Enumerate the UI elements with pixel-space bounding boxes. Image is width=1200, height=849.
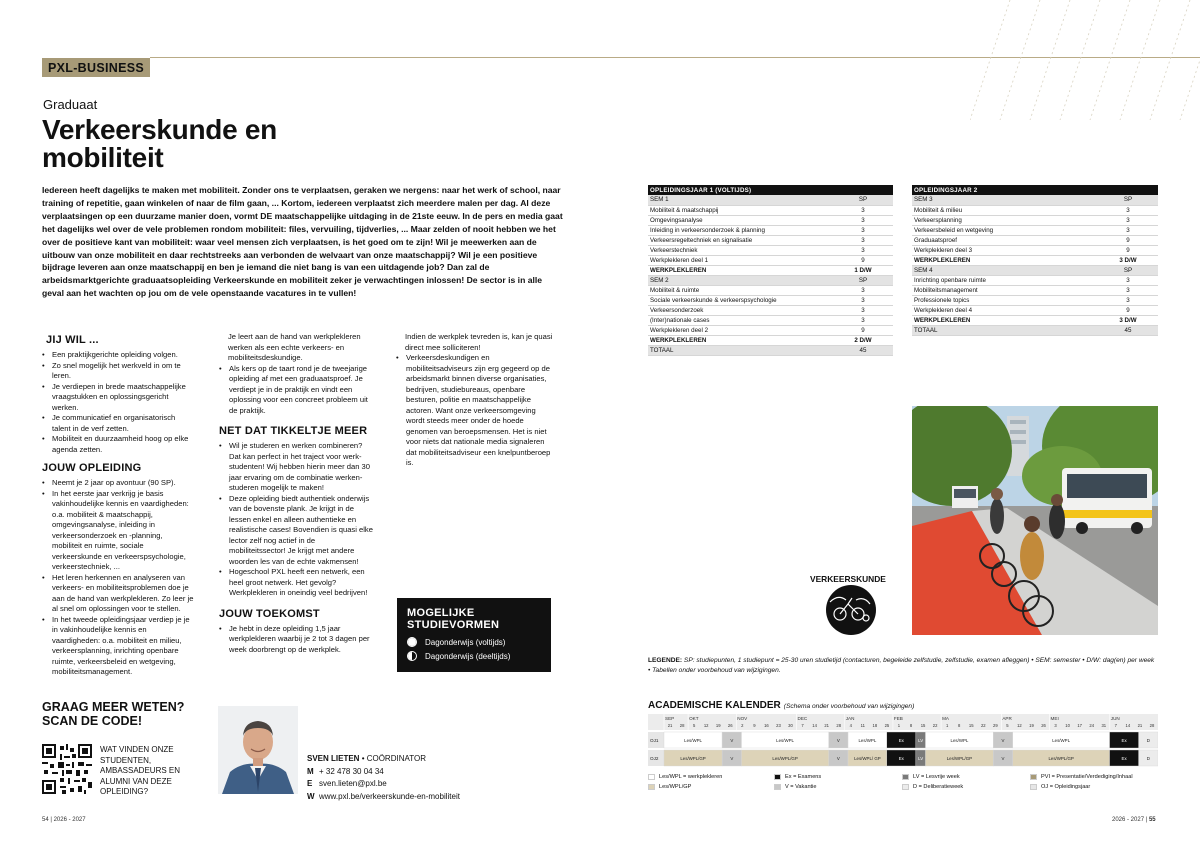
course-credits: 3 xyxy=(833,245,893,255)
course-name: Werkplekleren deel 3 xyxy=(912,245,1098,255)
calendar-key-swatch xyxy=(902,774,909,780)
calendar-cell-label: D xyxy=(1146,738,1150,743)
column-2 xyxy=(219,332,373,655)
course-credits: SP xyxy=(833,195,893,205)
calendar-month: MA xyxy=(942,716,950,721)
course-row xyxy=(648,315,893,325)
course-row xyxy=(648,305,893,315)
calendar-key-label: D = Deliberatieweek xyxy=(913,784,964,790)
page-title: Verkeerskunde en mobiliteit xyxy=(42,114,277,173)
calendar-week: 15 xyxy=(920,723,926,728)
contact-website[interactable]: www.pxl.be/verkeerskunde-en-mobiliteit xyxy=(319,791,460,801)
contact-block xyxy=(307,753,547,803)
calendar-week: 11 xyxy=(860,723,865,728)
studievorm-deeltijds xyxy=(407,651,541,661)
calendar-key-item xyxy=(902,784,963,790)
heading-jouw-toekomst: JOUW TOEKOMST xyxy=(219,607,320,620)
course-credits: 3 xyxy=(1098,225,1158,235)
calendar-row-label: OJ1 xyxy=(650,738,659,743)
heading-jij-wil: JIJ WIL ... xyxy=(46,334,99,346)
calendar-cell-label: Les/WPL xyxy=(684,738,702,743)
footer-year: 2026 - 2027 | xyxy=(1112,817,1148,823)
calendar-key-label: V = Vakantie xyxy=(785,784,817,790)
course-name: Werkplekleren deel 1 xyxy=(648,255,833,265)
list-item: • Wil je studeren en werken combineren? Dat kan perfect in het traject voor werk-studenten! Wij hebben hierin meer dan 30 jaar ervaring om de combinatie werken-studeren mogelijk te maken! xyxy=(219,441,373,494)
calendar-week: 1 xyxy=(945,723,949,728)
table-title: OPLEIDINGSJAAR 1 (VOLTIJDS) xyxy=(648,185,893,195)
course-name: Verkeersregeltechniek en signalisatie xyxy=(648,235,833,245)
calendar-key-swatch xyxy=(774,774,781,780)
table-legend xyxy=(648,656,1158,675)
course-credits: SP xyxy=(833,275,893,285)
calendar-cell-label: Ex xyxy=(1121,738,1127,743)
course-name: Mobiliteitsmanagement xyxy=(912,285,1098,295)
table-title: OPLEIDINGSJAAR 2 xyxy=(912,185,1158,195)
calendar-week: 22 xyxy=(932,723,938,728)
course-name: Mobiliteit & ruimte xyxy=(648,285,833,295)
calendar-key-item xyxy=(902,774,960,780)
course-row xyxy=(648,325,893,335)
course-row xyxy=(648,225,893,235)
calendar-cell-label: Les/WPL/ GP xyxy=(854,756,881,761)
half-circle-icon xyxy=(407,651,417,661)
course-credits: SP xyxy=(1098,195,1158,205)
calendar-cell-label: V xyxy=(1001,738,1005,743)
footer-right xyxy=(1112,817,1156,823)
course-credits: 3 xyxy=(833,225,893,235)
course-credits: 3 xyxy=(833,215,893,225)
calendar-title: ACADEMISCHE KALENDER xyxy=(648,700,781,711)
studievorm-voltijds xyxy=(407,637,541,647)
calendar-week: 26 xyxy=(727,723,733,728)
coordinator-portrait xyxy=(218,706,298,794)
contact-phone-line xyxy=(307,766,547,779)
calendar-cell-label: Ex xyxy=(898,738,904,743)
course-name: SEM 4 xyxy=(912,265,1098,275)
intro-paragraph: Iedereen heeft dagelijks te maken met mobiliteit. Zonder ons te verplaatsen, geraken we nergens: naar het werk of school, naar training of repetitie, gaan winkelen of naar de film gaan, ... Kortom, iedereen verplaatst zich meerdere malen per dag. Al deze verplaatsingen op een duurzame manier doen, vormt DE maatschappelijke uitdaging in de 21ste eeuw. In de pers en media gaat het dagelijks wel over de vele problemen rondom mobiliteit: files, vervuiling, tijdverlies, ... Maar zelden of nooit hebben we het over de positieve kant van mobiliteit: waar veel mensen zich verplaatsen, is het goed om te zijn! Wil je meewerken aan de uitbouw van onze mobiliteit en daar rechtstreeks aan verbonden de welvaart van onze maatschappij? Wil je een positieve bijdrage leveren aan onze maatschappij en ben je iemand die niet bang is van een uitdagende job? Dan zal de arbeidsmarktgerichte graduaatsopleiding Verkeerskunde en mobiliteit zeker je verwachtingen inlossen! De sector is in alle geval aan het wachten op jou om de vele openstaande vacatures in te vullen! xyxy=(42,185,563,299)
calendar-cell-label: D xyxy=(1146,756,1150,761)
total-row xyxy=(648,345,893,355)
course-name: Mobiliteit & maatschappij xyxy=(648,205,833,215)
course-credits: 45 xyxy=(1098,325,1158,335)
table-year-2 xyxy=(912,185,1158,336)
calendar-week: 4 xyxy=(849,723,852,728)
course-row xyxy=(912,285,1158,295)
list-item: • Je verdiepen in brede maatschappelijke vraagstukken en oplossingsgericht werken. xyxy=(42,382,194,414)
course-name: WERKPLEKLEREN xyxy=(912,315,1098,325)
calendar-week: 23 xyxy=(776,723,781,728)
calendar-note: (Schema onder voorbehoud van wijzigingen) xyxy=(783,703,915,710)
decorative-line-pattern xyxy=(970,0,1200,120)
legend-label: LEGENDE: xyxy=(648,657,683,664)
calendar-cell-label: Ex xyxy=(1121,756,1127,761)
list-item: • Als kers op de taart rond je de tweejarige opleiding af met een graduaatsproef. Je verdiept je in de praktijk en vindt een oplossing voor een concreet probleem uit de praktijk. xyxy=(219,364,373,417)
course-name: Werkplekleren deel 4 xyxy=(912,305,1098,315)
course-name: Verkeersplanning xyxy=(912,215,1098,225)
calendar-week: 5 xyxy=(692,723,696,728)
course-name: Verkeersonderzoek xyxy=(648,305,833,315)
studievormen-box xyxy=(397,598,551,672)
calendar-heading xyxy=(648,700,914,711)
course-row xyxy=(648,205,893,215)
calendar-week: 19 xyxy=(715,723,721,728)
calendar-week: 22 xyxy=(980,723,986,728)
calendar-month: JUN xyxy=(1110,716,1120,721)
column-1 xyxy=(42,330,194,678)
calendar-month: OKT xyxy=(689,716,699,721)
calendar-key-item xyxy=(648,774,722,780)
course-credits: 1 D/W xyxy=(833,265,893,275)
course-name: WERKPLEKLEREN xyxy=(648,265,833,275)
course-row xyxy=(648,245,893,255)
calendar-key-item xyxy=(1030,784,1090,790)
werkplekleren-row xyxy=(912,255,1158,265)
phone-label: M xyxy=(307,766,314,776)
course-row xyxy=(648,215,893,225)
course-credits: 3 xyxy=(833,315,893,325)
course-name: Verkeersbeleid en wetgeving xyxy=(912,225,1098,235)
calendar-key-label: OJ = Opleidingsjaar xyxy=(1041,784,1091,790)
table-header xyxy=(912,185,1158,195)
course-row xyxy=(912,275,1158,285)
list-item: • Zo snel mogelijk het werkveld in om te leren. xyxy=(42,361,194,382)
calendar-week: 31 xyxy=(1101,723,1107,728)
calendar-cell-label: Ex xyxy=(898,756,904,761)
course-credits: 9 xyxy=(1098,235,1158,245)
paragraph: Indien de werkplek tevreden is, kan je quasi direct mee solliciteren! xyxy=(405,332,553,352)
calendar-cell-label: LV xyxy=(918,738,924,743)
table-year-1 xyxy=(648,185,893,356)
list-item: • In het tweede opleidingsjaar verdiep je je in vakinhoudelijke kennis en vaardigheden: o.a. mobiliteit en milieu, verkeersplanning, inrichting openbare ruimte, verkeersbeleid en wetgeving, mobiliteitsmanagement. xyxy=(42,615,194,678)
course-credits: 3 xyxy=(1098,285,1158,295)
list-jouw-toekomst xyxy=(219,624,373,656)
heading-net-dat-tikkeltje-meer: NET DAT TIKKELTJE MEER xyxy=(219,425,368,437)
calendar-month: JAN xyxy=(845,716,855,721)
list-item: • Verkeersdeskundigen en mobiliteitsadviseurs zijn erg gegeerd op de arbeidsmarkt binnen diverse organisaties, bedrijven, studiebureaus, openbare besturen, politie en maatschappelijke actoren. Want onze verkeersomgeving wordt steeds meer onder de hoede genomen van beroepsmensen. Het is niet voor niets dat nationale media signaleren dat mobiliteitsadviseur een knelpuntberoep is. xyxy=(396,353,554,469)
list-item: • Neemt je 2 jaar op avontuur (90 SP). xyxy=(42,478,194,489)
calendar-key-label: Ex = Examens xyxy=(785,774,822,780)
contact-phone[interactable]: + 32 478 30 04 34 xyxy=(319,766,384,776)
course-credits: 3 xyxy=(833,285,893,295)
calendar-week: 28 xyxy=(679,723,685,728)
course-name: Graduaatsproef xyxy=(912,235,1098,245)
course-name: Inrichting openbare ruimte xyxy=(912,275,1098,285)
calendar-week: 15 xyxy=(968,723,974,728)
studievorm-label: Dagonderwijs (deeltijds) xyxy=(425,651,511,661)
calendar-week: 29 xyxy=(993,723,998,728)
calendar-week: 7 xyxy=(801,723,804,728)
course-name: Professionele topics xyxy=(912,295,1098,305)
studievormen-title: MOGELIJKE STUDIEVORMEN xyxy=(407,607,500,631)
calendar-month: APR xyxy=(1002,716,1012,721)
calendar-week: 17 xyxy=(1077,723,1083,728)
list-tikkeltje-meer xyxy=(219,441,373,599)
calendar-week: 14 xyxy=(812,723,817,728)
email-label: E xyxy=(307,779,313,788)
calendar-week: 8 xyxy=(909,723,913,728)
list-jouw-opleiding xyxy=(42,478,194,678)
calendar-month: DEC xyxy=(797,716,808,721)
course-row xyxy=(912,225,1158,235)
course-row xyxy=(648,295,893,305)
brand-label: PXL-BUSINESS xyxy=(42,58,150,77)
calendar-cell-label: Les/WPL xyxy=(776,738,794,743)
semester-row xyxy=(912,265,1158,275)
course-row xyxy=(912,305,1158,315)
calendar-month: MEI xyxy=(1050,716,1059,721)
course-name: Inleiding in verkeersonderzoek & planning xyxy=(648,225,833,235)
calendar-cell-label: Les/WPL/GP xyxy=(680,756,706,761)
calendar-key xyxy=(648,774,1158,794)
course-name: SEM 2 xyxy=(648,275,833,285)
course-name: WERKPLEKLEREN xyxy=(912,255,1098,265)
calendar-key-item xyxy=(774,784,816,790)
calendar-week: 16 xyxy=(764,723,769,728)
calendar-key-label: Les/WPL = werkplekleren xyxy=(659,774,723,780)
verkeerskunde-logo xyxy=(808,574,895,636)
calendar-key-swatch xyxy=(1030,774,1037,780)
list-item: • Een praktijkgerichte opleiding volgen. xyxy=(42,350,194,361)
course-credits: 9 xyxy=(1098,245,1158,255)
werkplekleren-row xyxy=(648,335,893,345)
course-credits: 9 xyxy=(1098,305,1158,315)
calendar-week: 28 xyxy=(836,723,842,728)
calendar-week: 7 xyxy=(1114,723,1118,728)
calendar-week: 24 xyxy=(1089,723,1095,728)
calendar-cell-label: Les/WPL xyxy=(1052,738,1071,743)
course-credits: 45 xyxy=(833,345,893,355)
footer-left: 54 | 2026 - 2027 xyxy=(42,817,86,823)
calendar-cell-label: V xyxy=(836,738,840,743)
web-label: W xyxy=(307,791,315,801)
calendar-key-item xyxy=(1030,774,1133,780)
course-name: Omgevingsanalyse xyxy=(648,215,833,225)
course-name: TOTAAL xyxy=(648,345,833,355)
calendar-row-label: OJ2 xyxy=(650,756,659,761)
calendar-cell-label: Les/WPL/GP xyxy=(772,756,798,761)
calendar-cell-label: Les/WPL xyxy=(858,738,877,743)
more-info-heading: GRAAG MEER WETEN? SCAN DE CODE! xyxy=(42,700,185,728)
course-credits: SP xyxy=(1098,265,1158,275)
calendar-cell-label: V xyxy=(730,756,734,761)
course-credits: 3 xyxy=(1098,205,1158,215)
calendar-cell-label: V xyxy=(836,756,840,761)
course-credits: 3 xyxy=(833,235,893,245)
semester-row xyxy=(912,195,1158,205)
list-item: • Mobiliteit en duurzaamheid hoog op elke agenda zetten. xyxy=(42,434,194,455)
calendar-key-swatch xyxy=(1030,784,1037,790)
contact-email[interactable]: sven.lieten@pxl.be xyxy=(319,779,387,788)
total-row xyxy=(912,325,1158,335)
course-credits: 3 D/W xyxy=(1098,255,1158,265)
studievorm-label: Dagonderwijs (voltijds) xyxy=(425,637,506,647)
calendar-month: NOV xyxy=(737,716,748,721)
course-credits: 3 xyxy=(1098,275,1158,285)
werkplekleren-row xyxy=(912,315,1158,325)
course-name: Werkplekleren deel 2 xyxy=(648,325,833,335)
calendar-key-item xyxy=(774,774,821,780)
course-credits: 3 D/W xyxy=(1098,315,1158,325)
calendar-key-label: PVI = Presentatie/Verdediging/Inhaal xyxy=(1041,774,1133,780)
course-credits: 3 xyxy=(833,305,893,315)
calendar-week: 21 xyxy=(667,723,673,728)
cyclists-photo xyxy=(912,406,1158,635)
calendar-week: 30 xyxy=(788,723,793,728)
course-credits: 3 xyxy=(833,205,893,215)
course-name: TOTAAL xyxy=(912,325,1098,335)
course-row xyxy=(648,235,893,245)
calendar-week: 19 xyxy=(1029,723,1034,728)
course-row xyxy=(912,245,1158,255)
paragraph: Je leert aan de hand van werkplekleren werken als een echte verkeers- en mobiliteitsdeskundige. xyxy=(228,332,361,362)
course-name: SEM 3 xyxy=(912,195,1098,205)
list-item: • Je communicatief en organisatorisch talent in de verf zetten. xyxy=(42,413,194,434)
list-item: • Het leren herkennen en analyseren van verkeers- en mobiliteitsproblemen doe je aan de hand van werkplekleren. Zo leer je al snel om oplossingen voor te stellen. xyxy=(42,573,194,615)
semester-row xyxy=(648,275,893,285)
course-row xyxy=(912,205,1158,215)
course-name: WERKPLEKLEREN xyxy=(648,335,833,345)
calendar-week: 2 xyxy=(741,723,744,728)
footer-page: 55 xyxy=(1148,817,1156,823)
logo-wordmark: VERKEERSKUNDE xyxy=(810,574,886,584)
page-subtitle: Graduaat xyxy=(43,97,98,112)
calendar-key-label: Les/WPL/GP xyxy=(659,784,692,790)
calendar-cell-label: Les/WPL xyxy=(950,738,969,743)
calendar-key-swatch xyxy=(902,784,909,790)
course-credits: 9 xyxy=(833,325,893,335)
calendar-week: 26 xyxy=(1041,723,1046,728)
contact-web-line xyxy=(307,791,547,804)
list-item: • Deze opleiding biedt authentiek onderwijs van de bovenste plank. Je krijgt in de lessen enkel en alleen authentieke en realistische cases! Bovendien is quasi elke lector zelf nog actief in de mobiliteitssector! Je krijgt met andere woorden les van de echte vakmensen! xyxy=(219,494,373,568)
academic-calendar xyxy=(648,714,1158,768)
course-name: Sociale verkeerskunde & verkeerspsychologie xyxy=(648,295,833,305)
calendar-week: 5 xyxy=(1006,723,1009,728)
calendar-week: 28 xyxy=(1149,723,1155,728)
calendar-week: 21 xyxy=(1137,723,1143,728)
calendar-cell-label: Les/WPL/GP xyxy=(1048,756,1074,761)
calendar-week: 10 xyxy=(1065,723,1070,728)
course-name: SEM 1 xyxy=(648,195,833,205)
calendar-week: 25 xyxy=(884,723,890,728)
contact-role: • COÖRDINATOR xyxy=(361,754,426,763)
calendar-week: 12 xyxy=(1017,723,1022,728)
calendar-key-item xyxy=(648,784,691,790)
table-header xyxy=(648,185,893,195)
calendar-month: FEB xyxy=(893,716,903,721)
calendar-cell-label: LV xyxy=(918,756,924,761)
course-row xyxy=(912,215,1158,225)
heading-jouw-opleiding: JOUW OPLEIDING xyxy=(42,462,142,474)
course-credits: 3 xyxy=(1098,295,1158,305)
calendar-key-swatch xyxy=(648,774,655,780)
course-name: Verkeerstechniek xyxy=(648,245,833,255)
list-jij-wil xyxy=(42,350,194,455)
contact-name: SVEN LIETEN xyxy=(307,754,360,763)
contact-email-line xyxy=(307,778,547,791)
course-credits: 2 D/W xyxy=(833,335,893,345)
calendar-key-label: LV = Lesvrije week xyxy=(913,774,960,780)
course-credits: 9 xyxy=(833,255,893,265)
calendar-cell-label: V xyxy=(730,738,734,743)
list-toekomst-vervolg xyxy=(396,353,554,469)
course-row xyxy=(648,285,893,295)
qr-caption: WAT VINDEN ONZE STUDENTEN, AMBASSADEURS EN ALUMNI VAN DEZE OPLEIDING? xyxy=(100,745,181,796)
calendar-week: 12 xyxy=(703,723,709,728)
course-name: (Inter)nationale cases xyxy=(648,315,833,325)
calendar-week: 8 xyxy=(958,723,961,728)
list-item: • Hogeschool PXL heeft een netwerk, een heel groot netwerk. Het gevolg? Werkplekleren in oneindig veel bedrijven! xyxy=(219,567,373,599)
course-row xyxy=(912,295,1158,305)
legend-text: SP: studiepunten, 1 studiepunt = 25-30 uren studietijd (contacturen, begeleide zelfstudie, zelfstudie, examen afleggen) • SEM: semester • D/W: dag(en) per week • Tabellen onder voorbehoud van wijzigingen. xyxy=(648,657,1155,674)
full-circle-icon xyxy=(407,637,417,647)
semester-row xyxy=(648,195,893,205)
qr-code-icon[interactable] xyxy=(42,744,92,794)
list-graduaatsproef xyxy=(219,364,373,417)
course-name: Mobiliteit & milieu xyxy=(912,205,1098,215)
calendar-week: 21 xyxy=(824,723,829,728)
calendar-month: SEP xyxy=(665,716,675,721)
calendar-week: 9 xyxy=(753,723,756,728)
calendar-week: 1 xyxy=(897,723,901,728)
course-credits: 3 xyxy=(833,295,893,305)
course-row xyxy=(648,255,893,265)
calendar-cell-label: Les/WPL/GP xyxy=(946,756,973,761)
calendar-week: 3 xyxy=(1054,723,1057,728)
course-row xyxy=(912,235,1158,245)
list-item: • Je hebt in deze opleiding 1,5 jaar werkplekleren waarbij je 2 tot 3 dagen per week doorbrengt op de werkplek. xyxy=(219,624,373,656)
werkplekleren-row xyxy=(648,265,893,275)
calendar-key-swatch xyxy=(648,784,655,790)
contact-name-line xyxy=(307,753,547,766)
course-credits: 3 xyxy=(1098,215,1158,225)
calendar-cell-label: V xyxy=(1001,756,1005,761)
calendar-week: 14 xyxy=(1125,723,1131,728)
calendar-key-swatch xyxy=(774,784,781,790)
column-3 xyxy=(396,332,554,469)
list-item: • In het eerste jaar verkrijg je basis vakinhoudelijke kennis en vaardigheden: o.a. mobiliteit & maatschappij, omgevingsanalyse, inleiding in verkeersonderzoek en -planning, mobiliteit en ruimte, sociale verkeerskunde en verkeerspsychologie, verkeerstechniek, ... xyxy=(42,489,194,573)
calendar-week: 18 xyxy=(872,723,878,728)
